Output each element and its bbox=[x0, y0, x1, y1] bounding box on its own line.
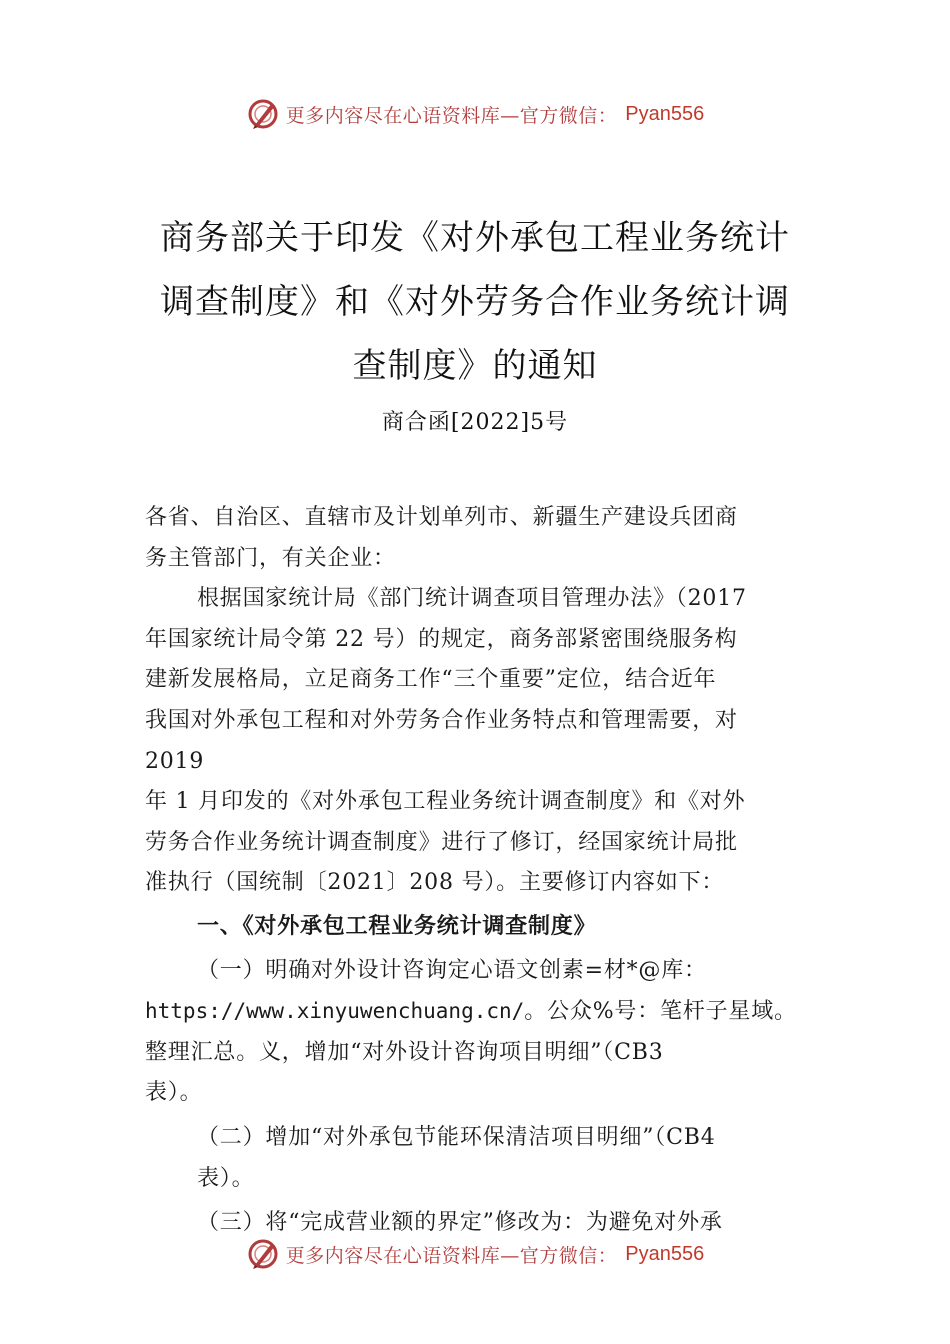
body-p1-line-7: 劳务合作业务统计调查制度》进行了修订，经国家统计局批 bbox=[145, 829, 738, 855]
body-p1-line-5: 2019 bbox=[145, 748, 205, 774]
banner-text: 更多内容尽在心语资料库—官方微信： bbox=[285, 104, 618, 127]
section-1-heading: 一、《对外承包工程业务统计调查制度》 bbox=[197, 912, 597, 938]
footer-watermark-banner bbox=[0, 1234, 950, 1274]
document-number: 商合函[2022]5号 bbox=[381, 410, 569, 435]
body-p1-line-1: 根据国家统计局《部门统计调查项目管理办法》（2017 bbox=[197, 586, 747, 612]
pen-circle-logo-icon bbox=[246, 97, 280, 131]
salutation-line-2: 务主管部门，有关企业： bbox=[145, 545, 396, 571]
banner-text: 更多内容尽在心语资料库—官方微信： bbox=[285, 1244, 618, 1267]
header-watermark-banner bbox=[0, 94, 950, 134]
item-1-line-4: 表）。 bbox=[145, 1080, 203, 1106]
document-body bbox=[145, 498, 810, 1244]
body-p1-line-6: 年 1 月印发的《对外承包工程业务统计调查制度》和《对外 bbox=[145, 789, 746, 815]
item-2-line-1: （二）增加“对外承包节能环保清洁项目明细”（CB4 bbox=[197, 1124, 716, 1150]
body-p1-line-2: 年国家统计局令第 22 号）的规定，商务部紧密围绕服务构 bbox=[145, 626, 738, 652]
body-p1-line-4: 我国对外承包工程和对外劳务合作业务特点和管理需要，对 bbox=[145, 707, 738, 733]
banner-wechat-id: Pyan556 bbox=[625, 102, 705, 125]
title-line-2: 调查制度》和《对外劳务合作业务统计调 bbox=[160, 282, 790, 322]
item-1-url-suffix: 。公众%号：笔杆子星域。 bbox=[524, 999, 797, 1025]
item-3-line-1: （三）将“完成营业额的界定”修改为：为避免对外承 bbox=[197, 1210, 723, 1236]
title-line-3: 查制度》的通知 bbox=[352, 346, 598, 386]
title-line-1: 商务部关于印发《对外承包工程业务统计 bbox=[160, 218, 790, 258]
item-1-line-1: （一）明确对外设计咨询定心语文创素=材*@库： bbox=[197, 957, 707, 983]
body-p1-line-3: 建新发展格局，立足商务工作“三个重要”定位，结合近年 bbox=[145, 667, 717, 693]
pen-circle-logo-icon bbox=[246, 1237, 280, 1271]
item-1-line-2 bbox=[145, 991, 810, 1033]
item-2-line-2: 表）。 bbox=[197, 1165, 255, 1191]
item-1-url-link[interactable]: https://www.xinyuwenchuang.cn/ bbox=[145, 999, 525, 1024]
body-p1-line-8: 准执行（国统制〔2021〕208 号）。主要修订内容如下： bbox=[145, 870, 725, 896]
banner-wechat-id: Pyan556 bbox=[625, 1242, 705, 1265]
document-title bbox=[145, 206, 805, 398]
salutation-line-1: 各省、自治区、直辖市及计划单列市、新疆生产建设兵团商 bbox=[145, 505, 738, 530]
item-1-line-3: 整理汇总。义，增加“对外设计咨询项目明细”（CB3 bbox=[145, 1039, 664, 1065]
